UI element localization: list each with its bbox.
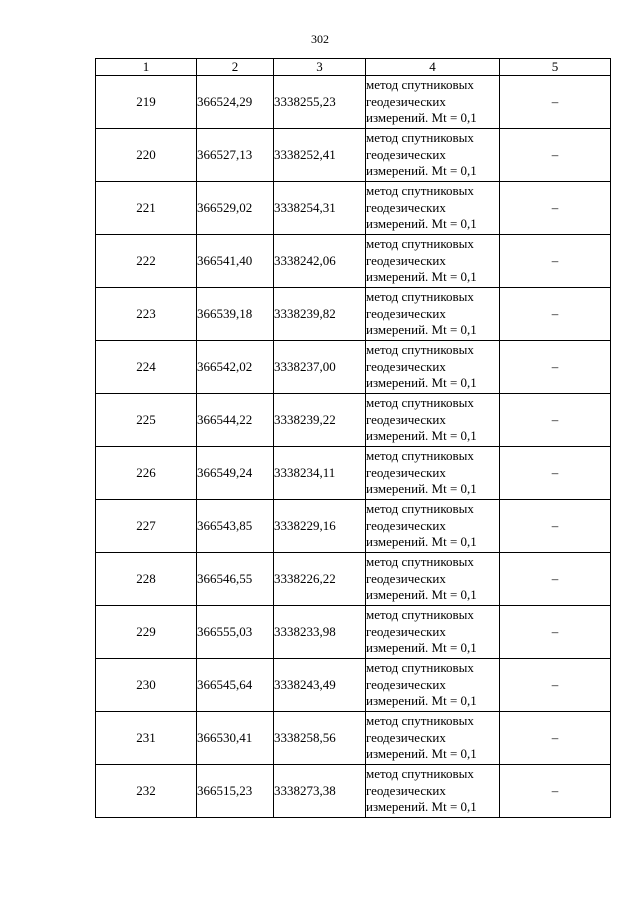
method-line: метод спутниковых [366,77,474,93]
method-line: метод спутниковых [366,236,474,252]
method-line: измерений. Mt = 0,1 [366,322,477,338]
point-number: 220 [96,129,197,182]
method-line: измерений. Mt = 0,1 [366,746,477,762]
method-line: геодезических [366,570,446,586]
coordinate-y: 3338254,31 [274,182,366,235]
method-line: геодезических [366,199,446,215]
coordinate-y: 3338233,98 [274,606,366,659]
method-description [366,765,500,818]
coordinate-x: 366543,85 [197,500,274,553]
method-line: измерений. Mt = 0,1 [366,799,477,815]
method-line: геодезических [366,252,446,268]
column-5-value: – [500,394,611,447]
method-line: геодезических [366,517,446,533]
coordinate-x: 366545,64 [197,659,274,712]
column-5-value: – [500,553,611,606]
method-line: метод спутниковых [366,130,474,146]
table-row [96,659,611,712]
method-description [366,76,500,129]
method-line: измерений. Mt = 0,1 [366,693,477,709]
method-line: измерений. Mt = 0,1 [366,640,477,656]
method-description [366,712,500,765]
point-number: 229 [96,606,197,659]
coordinate-x: 366546,55 [197,553,274,606]
method-description [366,659,500,712]
point-number: 222 [96,235,197,288]
method-line: измерений. Mt = 0,1 [366,534,477,550]
method-line: метод спутниковых [366,342,474,358]
coordinate-y: 3338226,22 [274,553,366,606]
method-description [366,394,500,447]
coordinate-y: 3338237,00 [274,341,366,394]
table-row [96,76,611,129]
point-number: 226 [96,447,197,500]
point-number: 221 [96,182,197,235]
method-line: измерений. Mt = 0,1 [366,587,477,603]
method-description [366,500,500,553]
coordinate-y: 3338239,82 [274,288,366,341]
method-line: метод спутниковых [366,554,474,570]
table-row [96,500,611,553]
column-5-value: – [500,606,611,659]
method-description [366,606,500,659]
method-line: метод спутниковых [366,660,474,676]
coordinate-x: 366530,41 [197,712,274,765]
method-line: метод спутниковых [366,289,474,305]
column-5-value: – [500,235,611,288]
method-line: метод спутниковых [366,501,474,517]
method-line: геодезических [366,464,446,480]
table-row [96,606,611,659]
table-row [96,129,611,182]
method-line: метод спутниковых [366,395,474,411]
column-5-value: – [500,182,611,235]
coordinate-y: 3338255,23 [274,76,366,129]
header-col-2: 2 [197,59,274,76]
table-row [96,341,611,394]
method-line: измерений. Mt = 0,1 [366,269,477,285]
coordinate-y: 3338273,38 [274,765,366,818]
column-5-value: – [500,765,611,818]
coordinate-x: 366555,03 [197,606,274,659]
method-description [366,288,500,341]
coordinate-y: 3338229,16 [274,500,366,553]
coordinate-y: 3338258,56 [274,712,366,765]
table-row [96,394,611,447]
method-line: измерений. Mt = 0,1 [366,163,477,179]
coordinate-y: 3338239,22 [274,394,366,447]
method-description [366,553,500,606]
method-line: геодезических [366,676,446,692]
header-col-5: 5 [500,59,611,76]
point-number: 225 [96,394,197,447]
method-line: измерений. Mt = 0,1 [366,375,477,391]
point-number: 219 [96,76,197,129]
point-number: 228 [96,553,197,606]
method-line: метод спутниковых [366,766,474,782]
method-description [366,341,500,394]
table-row [96,553,611,606]
coordinate-y: 3338242,06 [274,235,366,288]
coordinate-x: 366549,24 [197,447,274,500]
method-line: метод спутниковых [366,607,474,623]
column-5-value: – [500,447,611,500]
page-number: 302 [311,32,329,46]
coordinate-x: 366527,13 [197,129,274,182]
method-description [366,129,500,182]
method-description [366,447,500,500]
coordinate-x: 366539,18 [197,288,274,341]
column-5-value: – [500,500,611,553]
method-line: геодезических [366,782,446,798]
method-line: геодезических [366,623,446,639]
method-line: измерений. Mt = 0,1 [366,216,477,232]
header-row [96,59,611,76]
column-5-value: – [500,76,611,129]
coordinate-x: 366515,23 [197,765,274,818]
table-row [96,712,611,765]
coordinate-x: 366541,40 [197,235,274,288]
table-row [96,288,611,341]
header-col-4: 4 [366,59,500,76]
method-description [366,235,500,288]
coordinate-y: 3338252,41 [274,129,366,182]
point-number: 231 [96,712,197,765]
header-col-1: 1 [96,59,197,76]
column-5-value: – [500,341,611,394]
coordinate-x: 366524,29 [197,76,274,129]
method-line: измерений. Mt = 0,1 [366,428,477,444]
method-description [366,182,500,235]
table-row [96,182,611,235]
method-line: измерений. Mt = 0,1 [366,481,477,497]
coordinate-y: 3338243,49 [274,659,366,712]
header-col-3: 3 [274,59,366,76]
point-number: 227 [96,500,197,553]
method-line: геодезических [366,93,446,109]
table-row [96,765,611,818]
column-5-value: – [500,712,611,765]
coordinate-x: 366544,22 [197,394,274,447]
table-body [96,76,611,818]
table-row [96,447,611,500]
point-number: 224 [96,341,197,394]
table-row [96,235,611,288]
method-line: геодезических [366,146,446,162]
method-line: метод спутниковых [366,448,474,464]
method-line: геодезических [366,305,446,321]
coordinate-x: 366542,02 [197,341,274,394]
method-line: метод спутниковых [366,713,474,729]
method-line: геодезических [366,358,446,374]
point-number: 223 [96,288,197,341]
column-5-value: – [500,659,611,712]
method-line: геодезических [366,729,446,745]
method-line: метод спутниковых [366,183,474,199]
column-5-value: – [500,288,611,341]
method-line: измерений. Mt = 0,1 [366,110,477,126]
column-5-value: – [500,129,611,182]
point-number: 230 [96,659,197,712]
point-number: 232 [96,765,197,818]
coordinates-table [95,58,611,818]
method-line: геодезических [366,411,446,427]
coordinate-x: 366529,02 [197,182,274,235]
coordinate-y: 3338234,11 [274,447,366,500]
